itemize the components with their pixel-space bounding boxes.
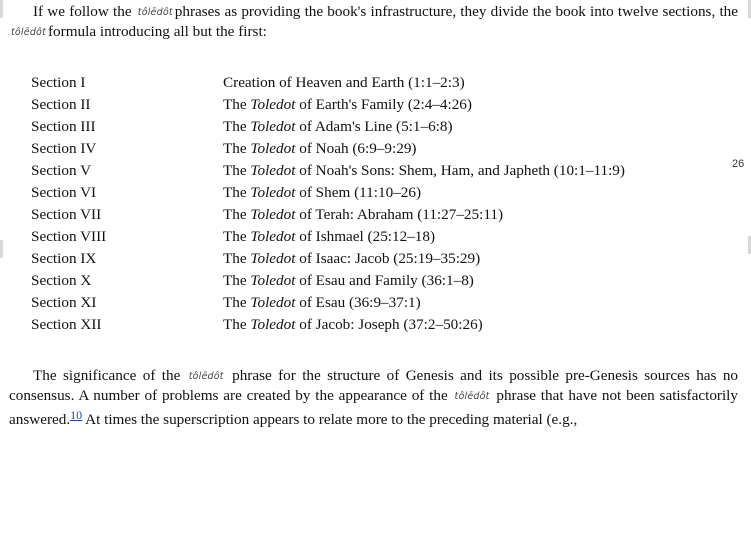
section-description: The Toledot of Esau and Family (36:1–8) [223, 272, 474, 289]
intro-text-2: phrases as providing the book's infrastructure, they divide the book into twelve sections, the [174, 3, 738, 20]
section-description: The Toledot of Noah's Sons: Shem, Ham, and Japheth (10:1–11:9) [223, 162, 625, 179]
section-description: The Toledot of Terah: Abraham (11:27–25:11) [223, 206, 504, 223]
toledot-transliteration: tôlēdôt [454, 391, 490, 402]
section-description: Creation of Heaven and Earth (1:1–2:3) [223, 74, 465, 91]
toledot-emphasis: Toledot [250, 140, 296, 157]
section-description: The Toledot of Earth's Family (2:4–4:26) [223, 96, 472, 113]
toledot-emphasis: Toledot [250, 206, 296, 223]
intro-paragraph [9, 2, 738, 42]
section-row [31, 160, 721, 182]
section-label: Section V [31, 162, 92, 179]
section-label: Section VIII [31, 228, 107, 245]
section-description: The Toledot of Ishmael (25:12–18) [223, 228, 436, 245]
section-row [31, 182, 721, 204]
section-row [31, 226, 721, 248]
section-description: The Toledot of Jacob: Joseph (37:2–50:26) [223, 316, 483, 333]
section-label: Section VI [31, 184, 97, 201]
section-label: Section II [31, 96, 91, 113]
section-row [31, 248, 721, 270]
section-row [31, 314, 721, 336]
section-row [31, 116, 721, 138]
section-list [31, 72, 721, 336]
significance-text-3: phrase that have not been satisfactorily answered. [9, 387, 738, 428]
page-edge-marker [0, 240, 3, 258]
section-label: Section IV [31, 140, 97, 157]
intro-text-1: If we follow the [33, 3, 132, 20]
section-description: The Toledot of Shem (11:10–26) [223, 184, 422, 201]
intro-text-3: formula introducing all but the first: [48, 23, 267, 40]
toledot-emphasis: Toledot [250, 316, 296, 333]
section-description: The Toledot of Esau (36:9–37:1) [223, 294, 421, 311]
significance-text-2: phrase for the structure of Genesis and its possible pre-Genesis sources has no consensus. A number of problems are created by the appearance of the [9, 367, 739, 404]
toledot-emphasis: Toledot [250, 184, 296, 201]
margin-page-number: 26 [732, 158, 745, 170]
significance-text-4: At times the superscription appears to relate more to the preceding material (e.g., [85, 411, 578, 428]
toledot-emphasis: Toledot [250, 118, 296, 135]
toledot-emphasis: Toledot [250, 162, 296, 179]
toledot-emphasis: Toledot [250, 96, 296, 113]
section-row [31, 138, 721, 160]
section-description: The Toledot of Adam's Line (5:1–6:8) [223, 118, 453, 135]
toledot-emphasis: Toledot [250, 250, 296, 267]
toledot-emphasis: Toledot [250, 272, 296, 289]
footnote-link[interactable]: 10 [70, 408, 83, 422]
section-label: Section IX [31, 250, 97, 267]
section-label: Section XI [31, 294, 97, 311]
toledot-emphasis: Toledot [250, 228, 296, 245]
section-row [31, 292, 721, 314]
page-edge-marker [0, 0, 3, 18]
section-label: Section XII [31, 316, 102, 333]
section-row [31, 94, 721, 116]
section-row [31, 72, 721, 94]
toledot-transliteration: tôlēdôt [11, 27, 46, 38]
significance-paragraph [9, 366, 738, 429]
section-label: Section III [31, 118, 96, 135]
section-description: The Toledot of Isaac: Jacob (25:19–35:29) [223, 250, 481, 267]
section-label: Section VII [31, 206, 102, 223]
section-label: Section I [31, 74, 86, 91]
toledot-emphasis: Toledot [250, 294, 296, 311]
section-label: Section X [31, 272, 92, 289]
toledot-transliteration: tôlēdôt [137, 7, 173, 18]
significance-text-1: The significance of the [33, 367, 181, 384]
section-row [31, 204, 721, 226]
toledot-transliteration: tôlēdôt [188, 371, 224, 382]
section-row [31, 270, 721, 292]
section-description: The Toledot of Noah (6:9–9:29) [223, 140, 417, 157]
